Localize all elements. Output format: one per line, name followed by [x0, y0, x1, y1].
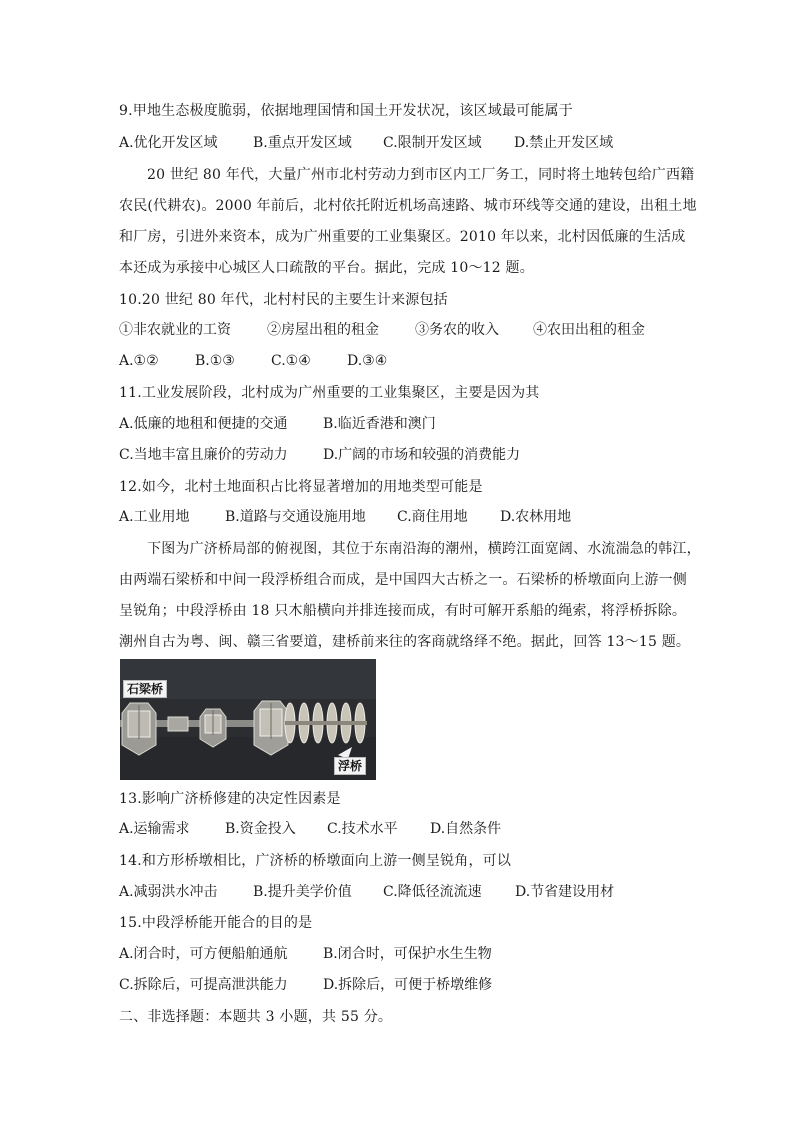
q14-stem: 14.和方形桥墩相比，广济桥的桥墩面向上游一侧呈锐角，可以 — [119, 853, 512, 869]
q11-option-d: D.广阔的市场和较强的消费能力 — [323, 447, 521, 463]
q15-option-b: B.闭合时，可保护水生生物 — [323, 946, 492, 962]
q9-option-d: D.禁止开发区域 — [514, 135, 614, 151]
q13-option-d: D.自然条件 — [430, 821, 502, 837]
q12-option-a: A.工业用地 — [119, 509, 190, 525]
material-10-12-line-1: 20 世纪 80 年代，大量广州市北村劳动力到市区内工厂务工，同时将土地转包给广西籍 — [147, 167, 695, 183]
q10-item-1: ①非农就业的工资 — [119, 322, 231, 338]
material-10-12-line-4: 本还成为承接中心城区人口疏散的平台。据此，完成 10～12 题。 — [119, 260, 534, 276]
q13-option-a: A.运输需求 — [119, 821, 190, 837]
q15-stem: 15.中段浮桥能开能合的目的是 — [119, 915, 313, 931]
q11-option-a: A.低廉的地租和便捷的交通 — [119, 416, 288, 432]
bridge-photo — [120, 659, 376, 780]
float-deck — [285, 721, 367, 725]
q15-options-row-1 — [119, 944, 719, 964]
q11-options-row-1 — [119, 414, 719, 434]
section-2-heading: 二、非选择题：本题共 3 小题，共 55 分。 — [119, 1009, 393, 1025]
material-13-15-line-4: 潮州自古为粤、闽、赣三省要道，建桥前来往的客商就络绎不绝。据此，回答 13～15 题。 — [119, 634, 691, 650]
q11-option-b: B.临近香港和澳门 — [323, 416, 436, 432]
pier-pavilion-3 — [254, 701, 288, 755]
q12-stem: 12.如今，北村土地面积占比将显著增加的用地类型可能是 — [119, 479, 483, 495]
label-stone-bridge: 石梁桥 — [123, 680, 167, 698]
q10-option-a: A.①② — [119, 353, 159, 369]
q14-option-c: C.降低径流流速 — [383, 884, 482, 900]
q9-option-a: A.优化开发区域 — [119, 135, 218, 151]
q14-option-d: D.节省建设用材 — [515, 884, 615, 900]
q9-option-b: B.重点开发区域 — [253, 135, 352, 151]
q10-options — [119, 351, 719, 371]
q10-option-b: B.①③ — [195, 353, 235, 369]
q10-item-2: ②房屋出租的租金 — [267, 322, 379, 338]
q9-stem: 9.甲地生态极度脆弱，依据地理国情和国土开发状况，该区域最可能属于 — [119, 103, 573, 119]
pier-pavilion-1 — [122, 703, 156, 755]
q13-option-b: B.资金投入 — [225, 821, 296, 837]
q14-option-b: B.提升美学价值 — [253, 884, 352, 900]
q10-item-4: ④农田出租的租金 — [533, 322, 645, 338]
q12-options — [119, 507, 719, 527]
material-13-15-line-2: 由两端石梁桥和中间一段浮桥组合而成，是中国四大古桥之一。石梁桥的桥墩面向上游一侧 — [119, 572, 687, 588]
label-float-bridge: 浮桥 — [334, 757, 366, 775]
q14-option-a: A.减弱洪水冲击 — [119, 884, 218, 900]
q10-option-d: D.③④ — [347, 353, 388, 369]
material-13-15-line-3: 呈锐角；中段浮桥由 18 只木船横向并排连接而成，有时可解开系船的绳索，将浮桥拆除。 — [119, 603, 687, 619]
material-10-12-line-3: 和厂房，引进外来资本，成为广州重要的工业集聚区。2010 年以来，北村因低廉的生活成 — [119, 229, 686, 245]
q11-options-row-2 — [119, 445, 719, 465]
q10-item-3: ③务农的收入 — [415, 322, 499, 338]
q13-options — [119, 819, 719, 839]
q12-option-c: C.商住用地 — [397, 509, 468, 525]
q14-options — [119, 882, 719, 902]
q15-option-a: A.闭合时，可方便船舶通航 — [119, 946, 288, 962]
q13-stem: 13.影响广济桥修建的决定性因素是 — [119, 791, 341, 807]
q10-option-c: C.①④ — [271, 353, 311, 369]
q12-option-b: B.道路与交通设施用地 — [225, 509, 366, 525]
q12-option-d: D.农林用地 — [500, 509, 572, 525]
q9-option-c: C.限制开发区域 — [383, 135, 482, 151]
q15-option-d: D.拆除后，可便于桥墩维修 — [323, 977, 493, 993]
q15-option-c: C.拆除后，可提高泄洪能力 — [119, 977, 288, 993]
q15-options-row-2 — [119, 975, 719, 995]
material-10-12-line-2: 农民(代耕农)。2000 年前后，北村依托附近机场高速路、城市环线等交通的建设，出租土地 — [119, 198, 697, 214]
material-13-15-line-1: 下图为广济桥局部的俯视图，其位于东南沿海的潮州，横跨江面宽阔、水流湍急的韩江， — [147, 541, 701, 557]
q10-items — [119, 320, 719, 340]
pier-pavilion-2 — [200, 709, 226, 747]
q10-stem: 10.20 世纪 80 年代，北村村民的主要生计来源包括 — [119, 292, 448, 308]
q13-option-c: C.技术水平 — [327, 821, 398, 837]
q9-options — [119, 133, 719, 153]
q11-option-c: C.当地丰富且廉价的劳动力 — [119, 447, 288, 463]
q11-stem: 11.工业发展阶段，北村成为广州重要的工业集聚区，主要是因为其 — [119, 385, 540, 401]
stone-platform — [168, 717, 188, 731]
